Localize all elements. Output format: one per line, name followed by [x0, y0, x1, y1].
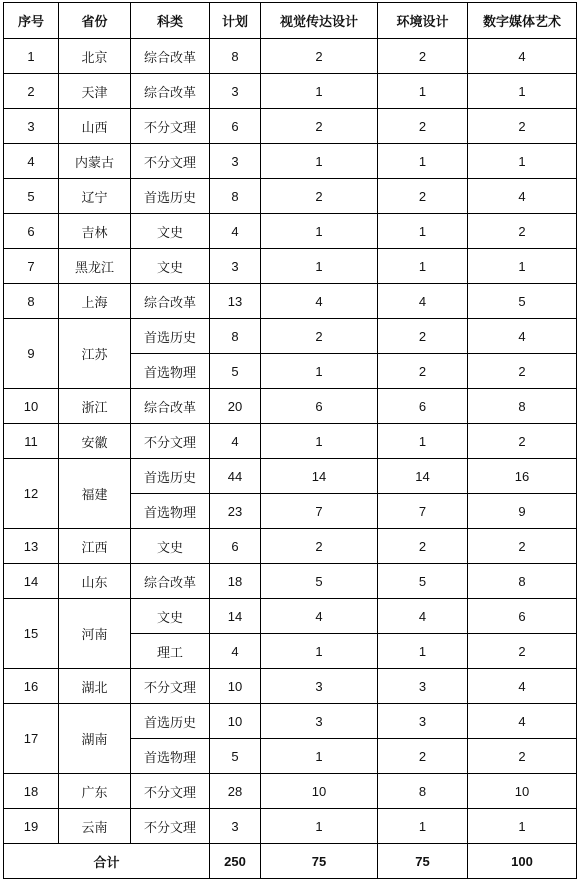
cell-digital: 16	[468, 459, 577, 494]
cell-province: 吉林	[59, 214, 131, 249]
cell-province: 山东	[59, 564, 131, 599]
cell-digital: 2	[468, 424, 577, 459]
table-row	[4, 389, 577, 424]
cell-visual: 1	[261, 214, 378, 249]
total-label: 合计	[4, 844, 210, 879]
table-row	[4, 39, 577, 74]
header-row	[4, 3, 577, 39]
cell-digital: 5	[468, 284, 577, 319]
cell-env: 4	[378, 284, 468, 319]
cell-visual: 14	[261, 459, 378, 494]
cell-digital: 4	[468, 179, 577, 214]
cell-visual: 4	[261, 284, 378, 319]
cell-plan: 6	[210, 109, 261, 144]
table-body	[4, 39, 577, 844]
table-row	[4, 319, 577, 354]
cell-digital: 2	[468, 634, 577, 669]
cell-env: 14	[378, 459, 468, 494]
cell-no: 17	[4, 704, 59, 774]
cell-plan: 8	[210, 179, 261, 214]
cell-province: 内蒙古	[59, 144, 131, 179]
cell-visual: 1	[261, 739, 378, 774]
cell-province: 广东	[59, 774, 131, 809]
cell-env: 1	[378, 144, 468, 179]
cell-digital: 1	[468, 249, 577, 284]
cell-env: 1	[378, 424, 468, 459]
cell-env: 2	[378, 739, 468, 774]
table-row	[4, 459, 577, 494]
cell-plan: 20	[210, 389, 261, 424]
cell-env: 3	[378, 669, 468, 704]
cell-province: 辽宁	[59, 179, 131, 214]
cell-visual: 1	[261, 354, 378, 389]
cell-province: 江西	[59, 529, 131, 564]
cell-subject: 首选物理	[131, 494, 210, 529]
cell-no: 8	[4, 284, 59, 319]
cell-plan: 6	[210, 529, 261, 564]
cell-digital: 8	[468, 389, 577, 424]
header-plan: 计划	[210, 3, 261, 39]
cell-subject: 不分文理	[131, 144, 210, 179]
cell-no: 2	[4, 74, 59, 109]
cell-plan: 8	[210, 39, 261, 74]
cell-no: 5	[4, 179, 59, 214]
cell-subject: 综合改革	[131, 284, 210, 319]
total-row	[4, 844, 577, 879]
cell-digital: 9	[468, 494, 577, 529]
cell-plan: 23	[210, 494, 261, 529]
cell-visual: 3	[261, 669, 378, 704]
cell-plan: 18	[210, 564, 261, 599]
header-no: 序号	[4, 3, 59, 39]
cell-plan: 10	[210, 669, 261, 704]
cell-visual: 2	[261, 179, 378, 214]
table-row	[4, 704, 577, 739]
cell-digital: 8	[468, 564, 577, 599]
cell-subject: 不分文理	[131, 424, 210, 459]
cell-env: 1	[378, 74, 468, 109]
cell-subject: 首选历史	[131, 319, 210, 354]
cell-subject: 不分文理	[131, 109, 210, 144]
cell-visual: 6	[261, 389, 378, 424]
cell-province: 云南	[59, 809, 131, 844]
table-row	[4, 809, 577, 844]
cell-plan: 3	[210, 249, 261, 284]
cell-subject: 综合改革	[131, 564, 210, 599]
header-environment-design: 环境设计	[378, 3, 468, 39]
cell-env: 7	[378, 494, 468, 529]
table-row	[4, 774, 577, 809]
cell-province: 湖北	[59, 669, 131, 704]
cell-plan: 3	[210, 144, 261, 179]
cell-plan: 3	[210, 809, 261, 844]
header-visual-design: 视觉传达设计	[261, 3, 378, 39]
cell-no: 3	[4, 109, 59, 144]
cell-no: 1	[4, 39, 59, 74]
cell-province: 河南	[59, 599, 131, 669]
cell-env: 1	[378, 809, 468, 844]
cell-subject: 不分文理	[131, 774, 210, 809]
cell-visual: 1	[261, 144, 378, 179]
cell-subject: 文史	[131, 214, 210, 249]
table-row	[4, 179, 577, 214]
cell-digital: 4	[468, 704, 577, 739]
cell-env: 3	[378, 704, 468, 739]
cell-plan: 28	[210, 774, 261, 809]
cell-plan: 4	[210, 634, 261, 669]
cell-env: 2	[378, 354, 468, 389]
total-env: 75	[378, 844, 468, 879]
cell-subject: 理工	[131, 634, 210, 669]
cell-env: 6	[378, 389, 468, 424]
cell-no: 11	[4, 424, 59, 459]
cell-province: 上海	[59, 284, 131, 319]
cell-digital: 2	[468, 214, 577, 249]
cell-province: 山西	[59, 109, 131, 144]
cell-plan: 14	[210, 599, 261, 634]
cell-env: 5	[378, 564, 468, 599]
cell-province: 天津	[59, 74, 131, 109]
table-row	[4, 424, 577, 459]
cell-subject: 首选物理	[131, 354, 210, 389]
cell-digital: 2	[468, 529, 577, 564]
cell-plan: 8	[210, 319, 261, 354]
table-row	[4, 284, 577, 319]
cell-visual: 2	[261, 39, 378, 74]
cell-visual: 3	[261, 704, 378, 739]
cell-env: 4	[378, 599, 468, 634]
cell-subject: 首选历史	[131, 704, 210, 739]
cell-no: 7	[4, 249, 59, 284]
cell-plan: 3	[210, 74, 261, 109]
cell-plan: 4	[210, 214, 261, 249]
cell-visual: 2	[261, 319, 378, 354]
cell-visual: 1	[261, 634, 378, 669]
cell-env: 1	[378, 214, 468, 249]
table-row	[4, 669, 577, 704]
cell-subject: 文史	[131, 529, 210, 564]
cell-plan: 44	[210, 459, 261, 494]
cell-visual: 4	[261, 599, 378, 634]
cell-province: 黑龙江	[59, 249, 131, 284]
cell-visual: 7	[261, 494, 378, 529]
cell-digital: 4	[468, 669, 577, 704]
cell-digital: 6	[468, 599, 577, 634]
cell-province: 北京	[59, 39, 131, 74]
cell-env: 2	[378, 529, 468, 564]
cell-subject: 文史	[131, 599, 210, 634]
table-row	[4, 249, 577, 284]
cell-no: 4	[4, 144, 59, 179]
table-row	[4, 214, 577, 249]
table-row	[4, 529, 577, 564]
cell-plan: 4	[210, 424, 261, 459]
cell-province: 福建	[59, 459, 131, 529]
cell-visual: 1	[261, 74, 378, 109]
cell-plan: 5	[210, 739, 261, 774]
header-digital-media-art: 数字媒体艺术	[468, 3, 577, 39]
table-row	[4, 144, 577, 179]
cell-visual: 10	[261, 774, 378, 809]
cell-digital: 2	[468, 354, 577, 389]
cell-visual: 1	[261, 809, 378, 844]
header-subject: 科类	[131, 3, 210, 39]
cell-no: 12	[4, 459, 59, 529]
cell-subject: 首选历史	[131, 179, 210, 214]
cell-visual: 1	[261, 424, 378, 459]
total-digital: 100	[468, 844, 577, 879]
cell-subject: 不分文理	[131, 669, 210, 704]
total-visual: 75	[261, 844, 378, 879]
cell-env: 2	[378, 109, 468, 144]
table-row	[4, 564, 577, 599]
header-province: 省份	[59, 3, 131, 39]
cell-digital: 1	[468, 809, 577, 844]
cell-visual: 1	[261, 249, 378, 284]
cell-province: 江苏	[59, 319, 131, 389]
cell-no: 13	[4, 529, 59, 564]
cell-env: 2	[378, 319, 468, 354]
cell-digital: 1	[468, 144, 577, 179]
cell-no: 16	[4, 669, 59, 704]
cell-plan: 13	[210, 284, 261, 319]
cell-no: 9	[4, 319, 59, 389]
cell-digital: 2	[468, 109, 577, 144]
cell-env: 1	[378, 249, 468, 284]
table-row	[4, 109, 577, 144]
cell-subject: 综合改革	[131, 74, 210, 109]
cell-no: 6	[4, 214, 59, 249]
cell-no: 14	[4, 564, 59, 599]
cell-province: 湖南	[59, 704, 131, 774]
cell-subject: 不分文理	[131, 809, 210, 844]
cell-province: 浙江	[59, 389, 131, 424]
cell-province: 安徽	[59, 424, 131, 459]
table-row	[4, 74, 577, 109]
cell-env: 1	[378, 634, 468, 669]
enrollment-plan-table	[3, 2, 577, 879]
total-plan: 250	[210, 844, 261, 879]
cell-digital: 4	[468, 39, 577, 74]
cell-subject: 综合改革	[131, 389, 210, 424]
cell-no: 19	[4, 809, 59, 844]
cell-plan: 5	[210, 354, 261, 389]
cell-subject: 文史	[131, 249, 210, 284]
cell-visual: 2	[261, 529, 378, 564]
cell-env: 8	[378, 774, 468, 809]
cell-subject: 首选历史	[131, 459, 210, 494]
cell-visual: 2	[261, 109, 378, 144]
cell-digital: 4	[468, 319, 577, 354]
cell-subject: 首选物理	[131, 739, 210, 774]
table-row	[4, 599, 577, 634]
cell-digital: 2	[468, 739, 577, 774]
cell-env: 2	[378, 179, 468, 214]
cell-visual: 5	[261, 564, 378, 599]
cell-digital: 1	[468, 74, 577, 109]
cell-env: 2	[378, 39, 468, 74]
cell-subject: 综合改革	[131, 39, 210, 74]
cell-no: 10	[4, 389, 59, 424]
cell-no: 18	[4, 774, 59, 809]
cell-digital: 10	[468, 774, 577, 809]
cell-plan: 10	[210, 704, 261, 739]
cell-no: 15	[4, 599, 59, 669]
